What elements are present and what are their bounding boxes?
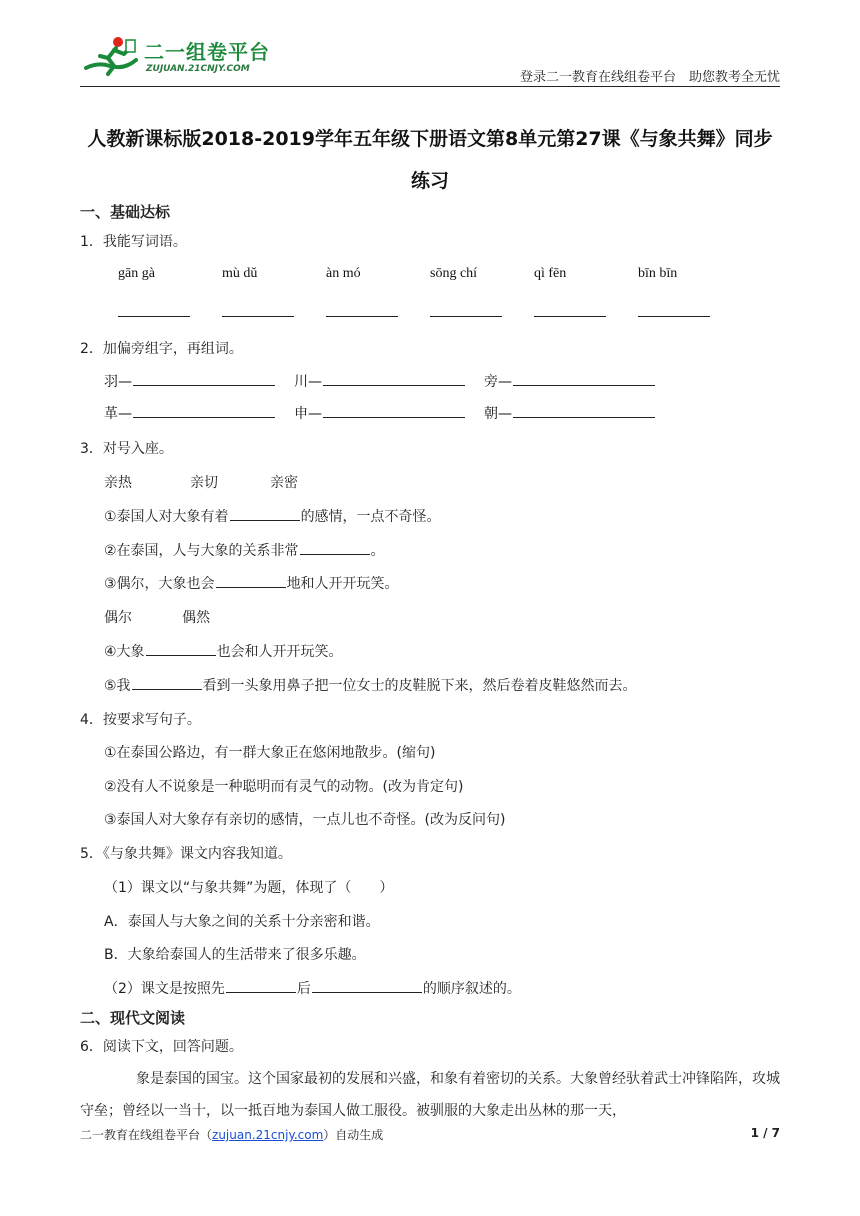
answer-blank[interactable] [226,978,296,993]
radical-item [484,371,656,391]
answer-blank[interactable] [132,675,202,690]
radical-item [104,371,276,391]
radical-item [104,403,276,423]
item-text: 也会和人开开玩笑。 [216,644,343,660]
answer-blank[interactable] [230,506,300,521]
pinyin-4: sōng chí [430,266,478,281]
answer-blank[interactable] [513,371,655,386]
radical-item [294,403,466,423]
answer-blank[interactable] [133,371,275,386]
question-3-stem: 3．对号入座。 [80,441,173,457]
section-heading-reading: 二、现代文阅读 [80,1009,186,1027]
answer-blank[interactable] [326,316,398,317]
answer-blank[interactable] [300,540,370,555]
fill-item-1 [104,506,441,526]
answer-blank[interactable] [323,403,465,418]
question-4-stem: 4．按要求写句子。 [80,712,201,728]
item-text: 的顺序叙述的。 [422,981,521,997]
pinyin-6: bīn bīn [638,266,678,281]
word-choice: 偶然 [182,610,210,626]
word-choice: 亲密 [270,475,298,491]
pinyin-2: mù dǔ [222,266,258,281]
pinyin-1: gān gà [118,266,155,281]
footer-text: 二一教育在线组卷平台（ [80,1128,213,1142]
item-text: ⑤我 [104,678,131,694]
rewrite-item: ②没有人不说象是一种聪明而有灵气的动物。(改为肯定句) [104,779,464,795]
radical-char: 川— [294,374,322,390]
word-choices-1 [104,472,298,492]
document-title: 人教新课标版2018-2019学年五年级下册语文第8单元第27课《与象共舞》同步练习 [87,128,773,192]
answer-blank[interactable] [513,403,655,418]
option-b[interactable]: B．大象给泰国人的生活带来了很多乐趣。 [104,947,366,963]
answer-blank[interactable] [222,316,294,317]
radical-char: 旁— [484,374,512,390]
radical-char: 羽— [104,374,132,390]
footer-text: ）自动生成 [323,1128,384,1142]
footer-link[interactable]: zujuan.21cnjy.com [212,1128,324,1142]
header-divider [80,86,780,87]
item-text: 。 [370,543,385,559]
answer-blank[interactable] [430,316,502,317]
question-1-stem: 1．我能写词语。 [80,234,187,250]
word-choice: 亲热 [104,475,132,491]
item-text: 地和人开开玩笑。 [286,576,399,592]
answer-blank[interactable] [118,316,190,317]
answer-blank[interactable] [534,316,606,317]
answer-blank[interactable] [312,978,422,993]
section-heading-basic: 一、基础达标 [80,203,171,221]
radical-char: 申— [294,406,322,422]
item-text: 看到一头象用鼻子把一位女士的皮鞋脱下来，然后卷着皮鞋悠然而去。 [202,678,637,694]
radical-item [294,371,466,391]
item-text: ③偶尔，大象也会 [104,576,215,592]
fill-item-5 [104,675,637,695]
sub-question-1: （1）课文以“与象共舞”为题，体现了（ ） [104,880,394,896]
header-slogan[interactable]: 登录二一教育在线组卷平台 助您教考全无忧 [519,70,780,85]
item-text: （2）课文是按照先 [104,981,225,997]
logo-title: 二一组卷平台 [144,40,270,64]
item-text: ②在泰国，人与大象的关系非常 [104,543,299,559]
page-header [80,28,780,86]
radical-char: 朝— [484,406,512,422]
answer-blank[interactable] [638,316,710,317]
fill-item-4 [104,641,343,661]
logo-subtitle: ZUJUAN.21CNJY.COM [146,64,250,74]
page-number: 1 / 7 [750,1126,780,1140]
answer-blank[interactable] [133,403,275,418]
option-a[interactable]: A．泰国人与大象之间的关系十分亲密和谐。 [104,914,380,930]
footer-source [80,1126,383,1143]
word-choice: 偶尔 [104,610,132,626]
reading-passage: 象是泰国的国宝。这个国家最初的发展和兴盛，和象有着密切的关系。大象曾经驮着武士冲锋陷阵，攻城守垒；曾经以一当十，以一抵百地为泰国人做工服役。被驯服的大象走出丛林的那一天， [80,1071,780,1119]
question-2-stem: 2．加偏旁组字，再组词。 [80,341,243,357]
item-text: 的感情，一点不奇怪。 [300,509,441,525]
item-text: 后 [296,981,311,997]
radical-item [484,403,656,423]
word-choices-2 [104,607,210,627]
answer-blank[interactable] [216,573,286,588]
runner-logo-icon [80,34,140,82]
sub-question-2 [104,978,521,998]
item-text: ①泰国人对大象有着 [104,509,229,525]
rewrite-item: ③泰国人对大象存有亲切的感情，一点儿也不奇怪。(改为反问句) [104,812,506,828]
pinyin-3: àn mó [326,266,361,281]
answer-blank[interactable] [323,371,465,386]
question-6-stem: 6．阅读下文，回答问题。 [80,1039,243,1055]
pinyin-5: qì fēn [534,266,567,281]
word-choice: 亲切 [190,475,218,491]
radical-char: 革— [104,406,132,422]
rewrite-item: ①在泰国公路边，有一群大象正在悠闲地散步。(缩句) [104,745,436,761]
fill-item-3 [104,573,399,593]
fill-item-2 [104,540,385,560]
question-5-stem: 5．《与象共舞》课文内容我知道。 [80,846,292,862]
site-logo[interactable] [80,34,280,82]
item-text: ④大象 [104,644,145,660]
answer-blank[interactable] [146,641,216,656]
